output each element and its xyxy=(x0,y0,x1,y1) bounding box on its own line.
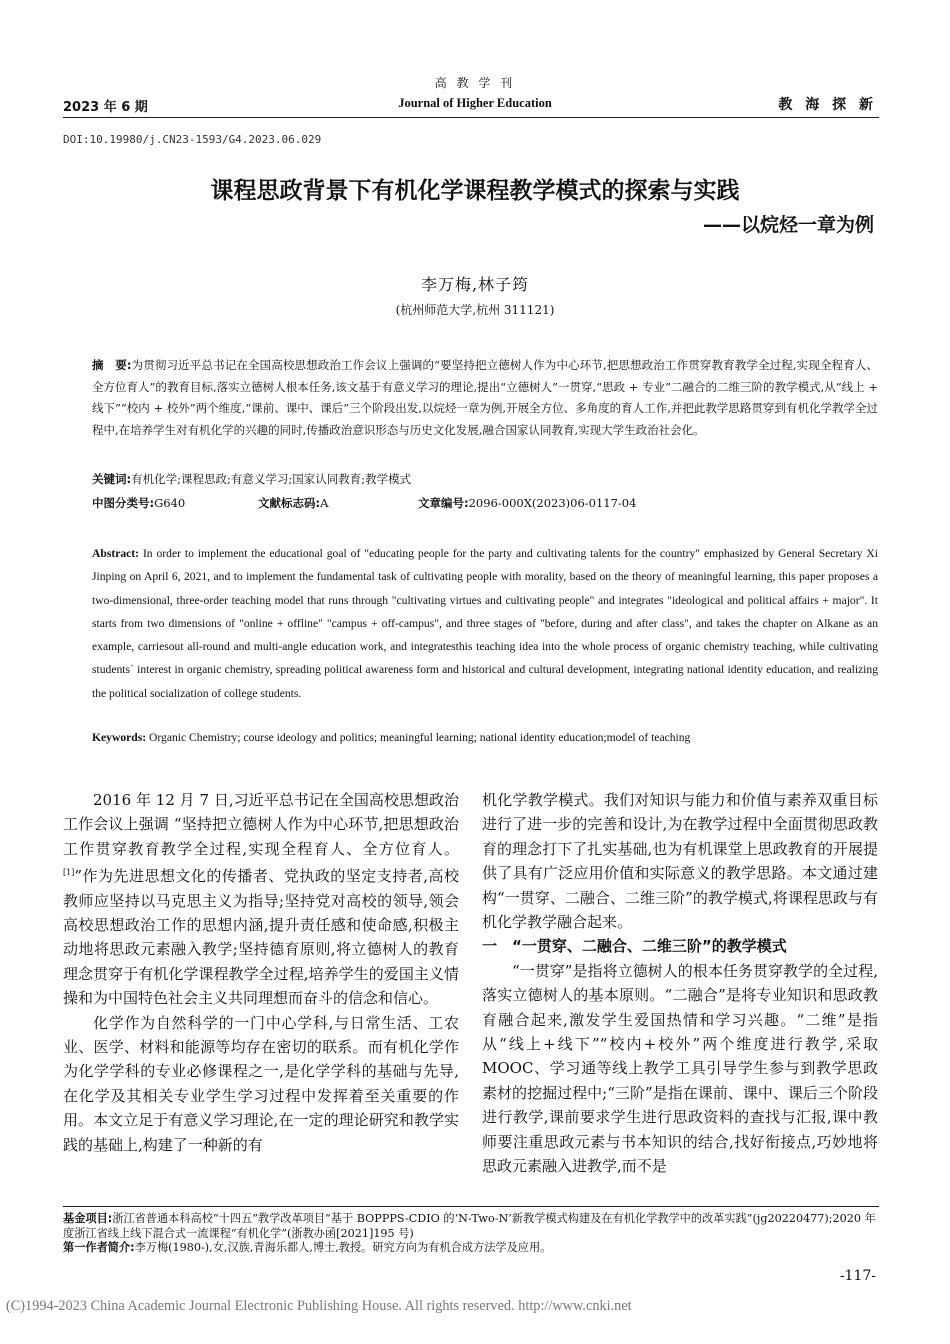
article-value: 2096-000X(2023)06-0117-04 xyxy=(468,496,637,510)
section-heading-1: 一 “一贯穿、二融合、二维三阶”的教学模式 xyxy=(482,937,787,956)
article-label: 文章编号: xyxy=(418,496,469,510)
body-column-right xyxy=(482,788,878,1179)
paragraph-1-text: 2016 年 12 月 7 日,习近平总书记在全国高校思想政治工作会议上强调 “坚持把立德树人作为中心环节,把思想政治工作贯穿教育教学全过程,实现全程育人、全方位育人。 xyxy=(63,791,459,858)
doc-value: A xyxy=(320,496,329,510)
body-column-left xyxy=(63,788,459,1157)
reference-marker: [1] xyxy=(63,868,75,878)
paragraph-1 xyxy=(63,788,459,1011)
paragraph-4: “一贯穿”是指将立德树人的根本任务贯穿教学的全过程,落实立德树人的基本原则。“二融合”是将专业知识和思政教育融合起来,激发学生爱国热情和学习兴趣。“二维”是指从“线上+线下”“校内+校外”两个维度进行教学,采取 MOOC、学习通等线上教学工具引导学生参与到教学思政素材的挖掘过程中;“三阶”是指在课前、课中、课后三个阶段进行教学,课前要求学生进行思政资料的查找与汇报,课中教师要注重思政元素与书本知识的结合,找好衔接点,巧妙地将思政元素融入进教学,而不是 xyxy=(482,961,878,1176)
paragraph-3: 机化学教学模式。我们对知识与能力和价值与素养双重目标进行了进一步的完善和设计,为在教学过程中全面贯彻思政教育的理念打下了扎实基础,也为有机课堂上思政教育的开展提供了具有广泛应用价值和实际意义的教学思路。本文通过建构“一贯穿、二融合、二维三阶”的教学模式,将课程思政与有机化学教学融合起来。 xyxy=(482,791,878,932)
keywords-cn-text: 有机化学;课程思政;有意义学习;国家认同教育;教学模式 xyxy=(131,472,412,486)
fund-label: 基金项目: xyxy=(63,1212,113,1225)
doc-code xyxy=(258,495,328,511)
issue-label: 2023 年 6 期 xyxy=(63,100,148,115)
keywords-cn xyxy=(92,471,411,487)
clc-label: 中图分类号: xyxy=(92,496,155,510)
author-note-text: 李万梅(1980-),女,汉族,青海乐都人,博士,教授。研究方向为有机合成方法学及应用。 xyxy=(134,1241,552,1254)
footnote-rule xyxy=(63,1206,879,1207)
journal-name-en: Journal of Higher Education xyxy=(398,96,552,110)
abstract-cn-label: 摘 要: xyxy=(92,358,132,372)
section-label: 教 海 探 新 xyxy=(778,97,877,113)
affiliation: (杭州师范大学,杭州 311121) xyxy=(395,303,555,317)
abstract-en-text: In order to implement the educational goal of "educating people for the party and cultivating talents for the country" emphasized by General Secretary Xi Jinping on April 6, 2021, and to implement the fundamental task of cultivating people with morality, based on the theory of meaningful learning, this paper proposes a two-dimensional, three-order teaching model that runs through "cultivating virtues and cultivating people" and integrates "ideological and political affairs + major". It starts from two dimensions of "online + offline" "campus + off-campus", and three stages of "before, during and after class", and takes the chapter on Alkane as an example, carriesout all-round and multi-angle education work, and integratesthis teaching idea into the whole process of organic chemistry teaching, while cultivating students´ interest in organic chemistry, spreading political awareness form and historical and cultural development, integrating national identity education, and realizing the political socialization of college students. xyxy=(92,547,878,700)
author-note-label: 第一作者简介: xyxy=(63,1241,135,1254)
clc-code xyxy=(92,495,185,511)
copyright-notice: (C)1994-2023 China Academic Journal Electronic Publishing House. All rights reserved. http://www.cnki.net xyxy=(6,1298,632,1314)
footnote xyxy=(63,1212,879,1256)
authors: 李万梅,林子筠 xyxy=(420,275,530,294)
fund-text: 浙江省普通本科高校“十四五”教学改革项目“基于 BOPPPS-CDIO 的‘N-Two-N’新教学模式构建及在有机化学教学中的改革实践”(jg20220477);2020 年度浙江省线上线下混合式一流课程“有机化学”(浙教办函[2021]195 号) xyxy=(63,1212,876,1240)
doi: DOI:10.19980/j.CN23-1593/G4.2023.06.029 xyxy=(63,133,322,146)
paragraph-2: 化学作为自然科学的一门中心学科,与日常生活、工农业、医学、材料和能源等均存在密切的联系。而有机化学作为化学学科的专业必修课程之一,是化学学科的基础与先导,在化学及其相关专业学生学习过程中发挥着至关重要的作用。本文立足于有意义学习理论,在一定的理论研究和教学实践的基础上,构建了一种新的有 xyxy=(63,1013,459,1154)
paper-title: 课程思政背景下有机化学课程教学模式的探索与实践 xyxy=(210,178,740,204)
header-rule xyxy=(63,117,879,118)
paper-subtitle: ——以烷烃一章为例 xyxy=(702,214,874,236)
abstract-en-label: Abstract: xyxy=(92,547,140,560)
paragraph-1-rest: ”作为先进思想文化的传播者、党执政的坚定支持者,高校教师应坚持以马克思主义为指导;坚持党对高校的领导,领会高校思想政治工作的思想内涵,提升责任感和使命感,积极主动地将思政元素融入教学;坚持德育原则,将立德树人的教育理念贯穿于有机化学课程教学全过程,培养学生的爱国主义情操和为中国特色社会主义共同理想而奋斗的信念和信心。 xyxy=(63,867,459,1008)
page-number: -117- xyxy=(839,1268,876,1284)
keywords-en xyxy=(92,731,878,744)
doc-label: 文献标志码: xyxy=(258,496,321,510)
keywords-en-label: Keywords: xyxy=(92,731,147,744)
abstract-en xyxy=(92,542,878,705)
article-number xyxy=(418,495,636,511)
abstract-cn-text: 为贯彻习近平总书记在全国高校思想政治工作会议上强调的“要坚持把立德树人作为中心环节,把思想政治工作贯穿教育教学全过程,实现全程育人、全方位育人”的教育目标,落实立德树人根本任务,该文基于有意义学习的理论,提出“立德树人”一贯穿,“思政 + 专业”二融合的二维三阶的教学模式,从“线上 + 线下”“校内 + 校外”两个维度,“课前、课中、课后”三个阶段出发,以烷烃一章为例,开展全方位、多角度的育人工作,并把此教学思路贯穿到有机化学教学全过程中,在培养学生对有机化学的兴趣的同时,传播政治意识形态与历史文化发展,融合国家认同教育,实现大学生政治社会化。 xyxy=(92,358,878,437)
author-note xyxy=(63,1241,879,1256)
abstract-cn xyxy=(92,355,878,441)
keywords-cn-label: 关键词: xyxy=(92,472,132,486)
fund-note xyxy=(63,1212,879,1241)
journal-name-cn: 高 教 学 刊 xyxy=(434,76,516,90)
clc-value: G640 xyxy=(154,496,186,510)
keywords-en-text: Organic Chemistry; course ideology and politics; meaningful learning; national identity education;model of teaching xyxy=(149,731,691,744)
